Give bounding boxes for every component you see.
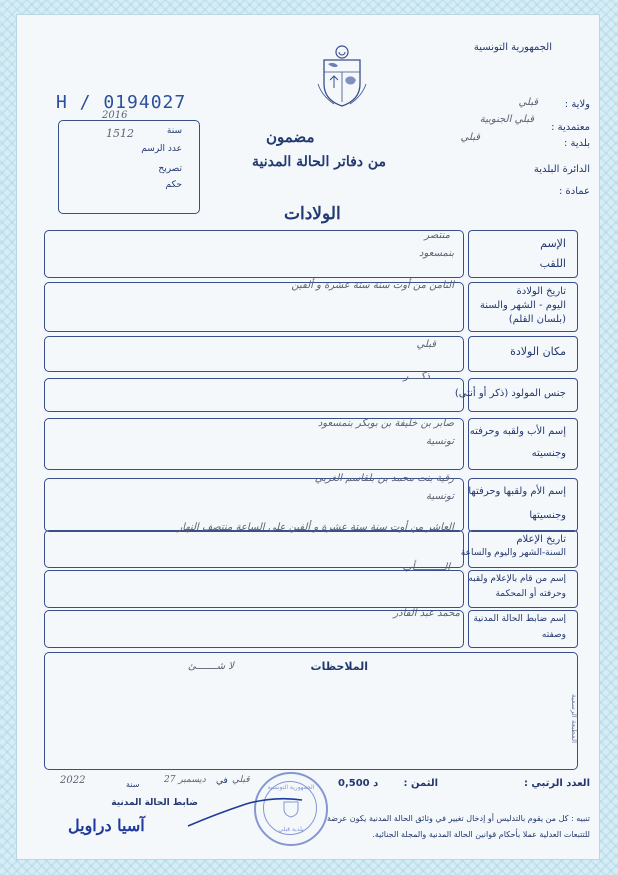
surname-value: بنمسعود (419, 248, 454, 259)
record-number-label: عدد الرسم (141, 144, 182, 154)
tunisia-coat-of-arms-icon (314, 44, 370, 108)
declarant-sublabel: وحرفته أو المحكمة (495, 589, 566, 599)
title-line1: مضمون (266, 128, 315, 146)
mutamadiya-label: معتمدية : (551, 122, 590, 133)
mother-label: إسم الأم ولقبها وحرفتها (468, 486, 566, 497)
certificate-paper (16, 14, 600, 860)
mother-nationality-label: وجنسيتها (529, 510, 566, 521)
declarant-value: الــــــــــأب (402, 562, 450, 573)
declaration-date-label: تاريخ الإعلام (516, 534, 566, 545)
mutamadiya-value: قبلي الجنوبية (479, 114, 534, 125)
gender-value-box (44, 378, 464, 412)
issue-date: 27 ديسمبر (164, 775, 206, 785)
birth-place-value-box (44, 336, 464, 372)
officer-field-value: محمد عبد القادر (393, 608, 460, 619)
signature-name: آسيا دراويل (68, 816, 145, 835)
officer-field-label: إسم ضابط الحالة المدنية (473, 614, 566, 624)
declaration-date-sublabel: السنة-الشهر واليوم والساعة (460, 548, 566, 558)
title-line3: الولادات (284, 204, 341, 224)
declaration-date-value: العاشر من أوت سنة ستة عشرة و ألفين على الساعة منتصف النهار (177, 522, 454, 533)
notice-line2: للتتبعات العدلية عملا بأحكام قوانين الحالة المدنية والمجلة الجنائية. (372, 830, 590, 839)
signature-stroke (186, 790, 306, 830)
issue-date-prefix: في (216, 776, 228, 786)
name-value: منتصر (424, 230, 450, 241)
imada-label: عمادة : (558, 186, 590, 197)
issue-place: قبلي (232, 775, 250, 785)
officer-signature-label: ضابط الحالة المدنية (111, 798, 198, 808)
serial-label: العدد الرتبي : (523, 778, 590, 789)
birth-place-value: قبلي (416, 339, 436, 350)
record-declaration-label: تصريح (158, 164, 182, 174)
serial-number: H / 0194027 (56, 92, 187, 113)
record-judgment-label: حكم (165, 180, 182, 190)
remarks-value: لا شـــــــئ (187, 661, 234, 672)
stamp-top-text: الجمهورية التونسية (267, 784, 315, 791)
record-year-value: 2016 (102, 110, 128, 121)
baladiya-value: قبلي (460, 132, 480, 143)
name-value-box (44, 230, 464, 278)
officer-field-sublabel: وصفته (541, 630, 566, 640)
record-number-value: 1512 (106, 127, 134, 140)
daira-label: الدائرة البلدية (533, 164, 590, 175)
wilaya-value: قبلي (518, 97, 538, 108)
remarks-label: الملاحظات (310, 660, 368, 673)
baladiya-label: بلدية : (563, 138, 590, 149)
surname-label: اللقب (539, 257, 566, 270)
title-line2: من دفاتر الحالة المدنية (252, 154, 387, 170)
notice-line1: تنبيه : كل من يقوم بالتدليس أو إدخال تغيير في وثائق الحالة المدنية يكون عرضة (326, 814, 590, 823)
wilaya-label: ولاية : (564, 99, 590, 110)
gender-label: جنس المولود (ذكر أو أنثى) (454, 388, 566, 399)
declarant-value-box (44, 570, 464, 608)
issue-year: 2022 (60, 775, 86, 786)
gender-value: ذكــــر (403, 371, 430, 382)
printer-side-text: المطبعة الرسمية (570, 694, 578, 744)
father-nationality-value: تونسية (425, 436, 454, 447)
birth-date-value: الثامن من أوت سنة ستة عشرة و ألفين (291, 280, 454, 291)
father-label: إسم الأب ولقبه وحرفته (469, 426, 566, 437)
father-value: صابر بن خليفة بن بوبكر بنمسعود (317, 418, 454, 429)
issue-year-label: سنة (126, 780, 140, 789)
father-nationality-label: وجنسيته (531, 448, 566, 459)
birth-place-label: مكان الولادة (510, 345, 566, 358)
mother-value: رقية بنت محمد بن بلقاسم الغربي (314, 473, 454, 484)
mother-nationality-value: تونسية (425, 491, 454, 502)
declarant-label: إسم من قام بالإعلام ولقبه (468, 574, 566, 584)
birth-date-label: تاريخ الولادة (516, 286, 566, 297)
record-year-label: سنة (166, 126, 182, 136)
name-label: الإسم (540, 237, 566, 250)
price-label: الثمن : (403, 778, 438, 789)
declaration-date-value-box (44, 530, 464, 568)
birth-date-sublabel: اليوم - الشهر والسنة (479, 300, 566, 311)
birth-date-pen-label: (بلسان القلم) (508, 314, 566, 325)
republic-label: الجمهورية التونسية (473, 42, 552, 53)
price-value: 0,500 د (338, 778, 379, 789)
stamp-bottom-text: بلدية قبلي (278, 826, 304, 833)
